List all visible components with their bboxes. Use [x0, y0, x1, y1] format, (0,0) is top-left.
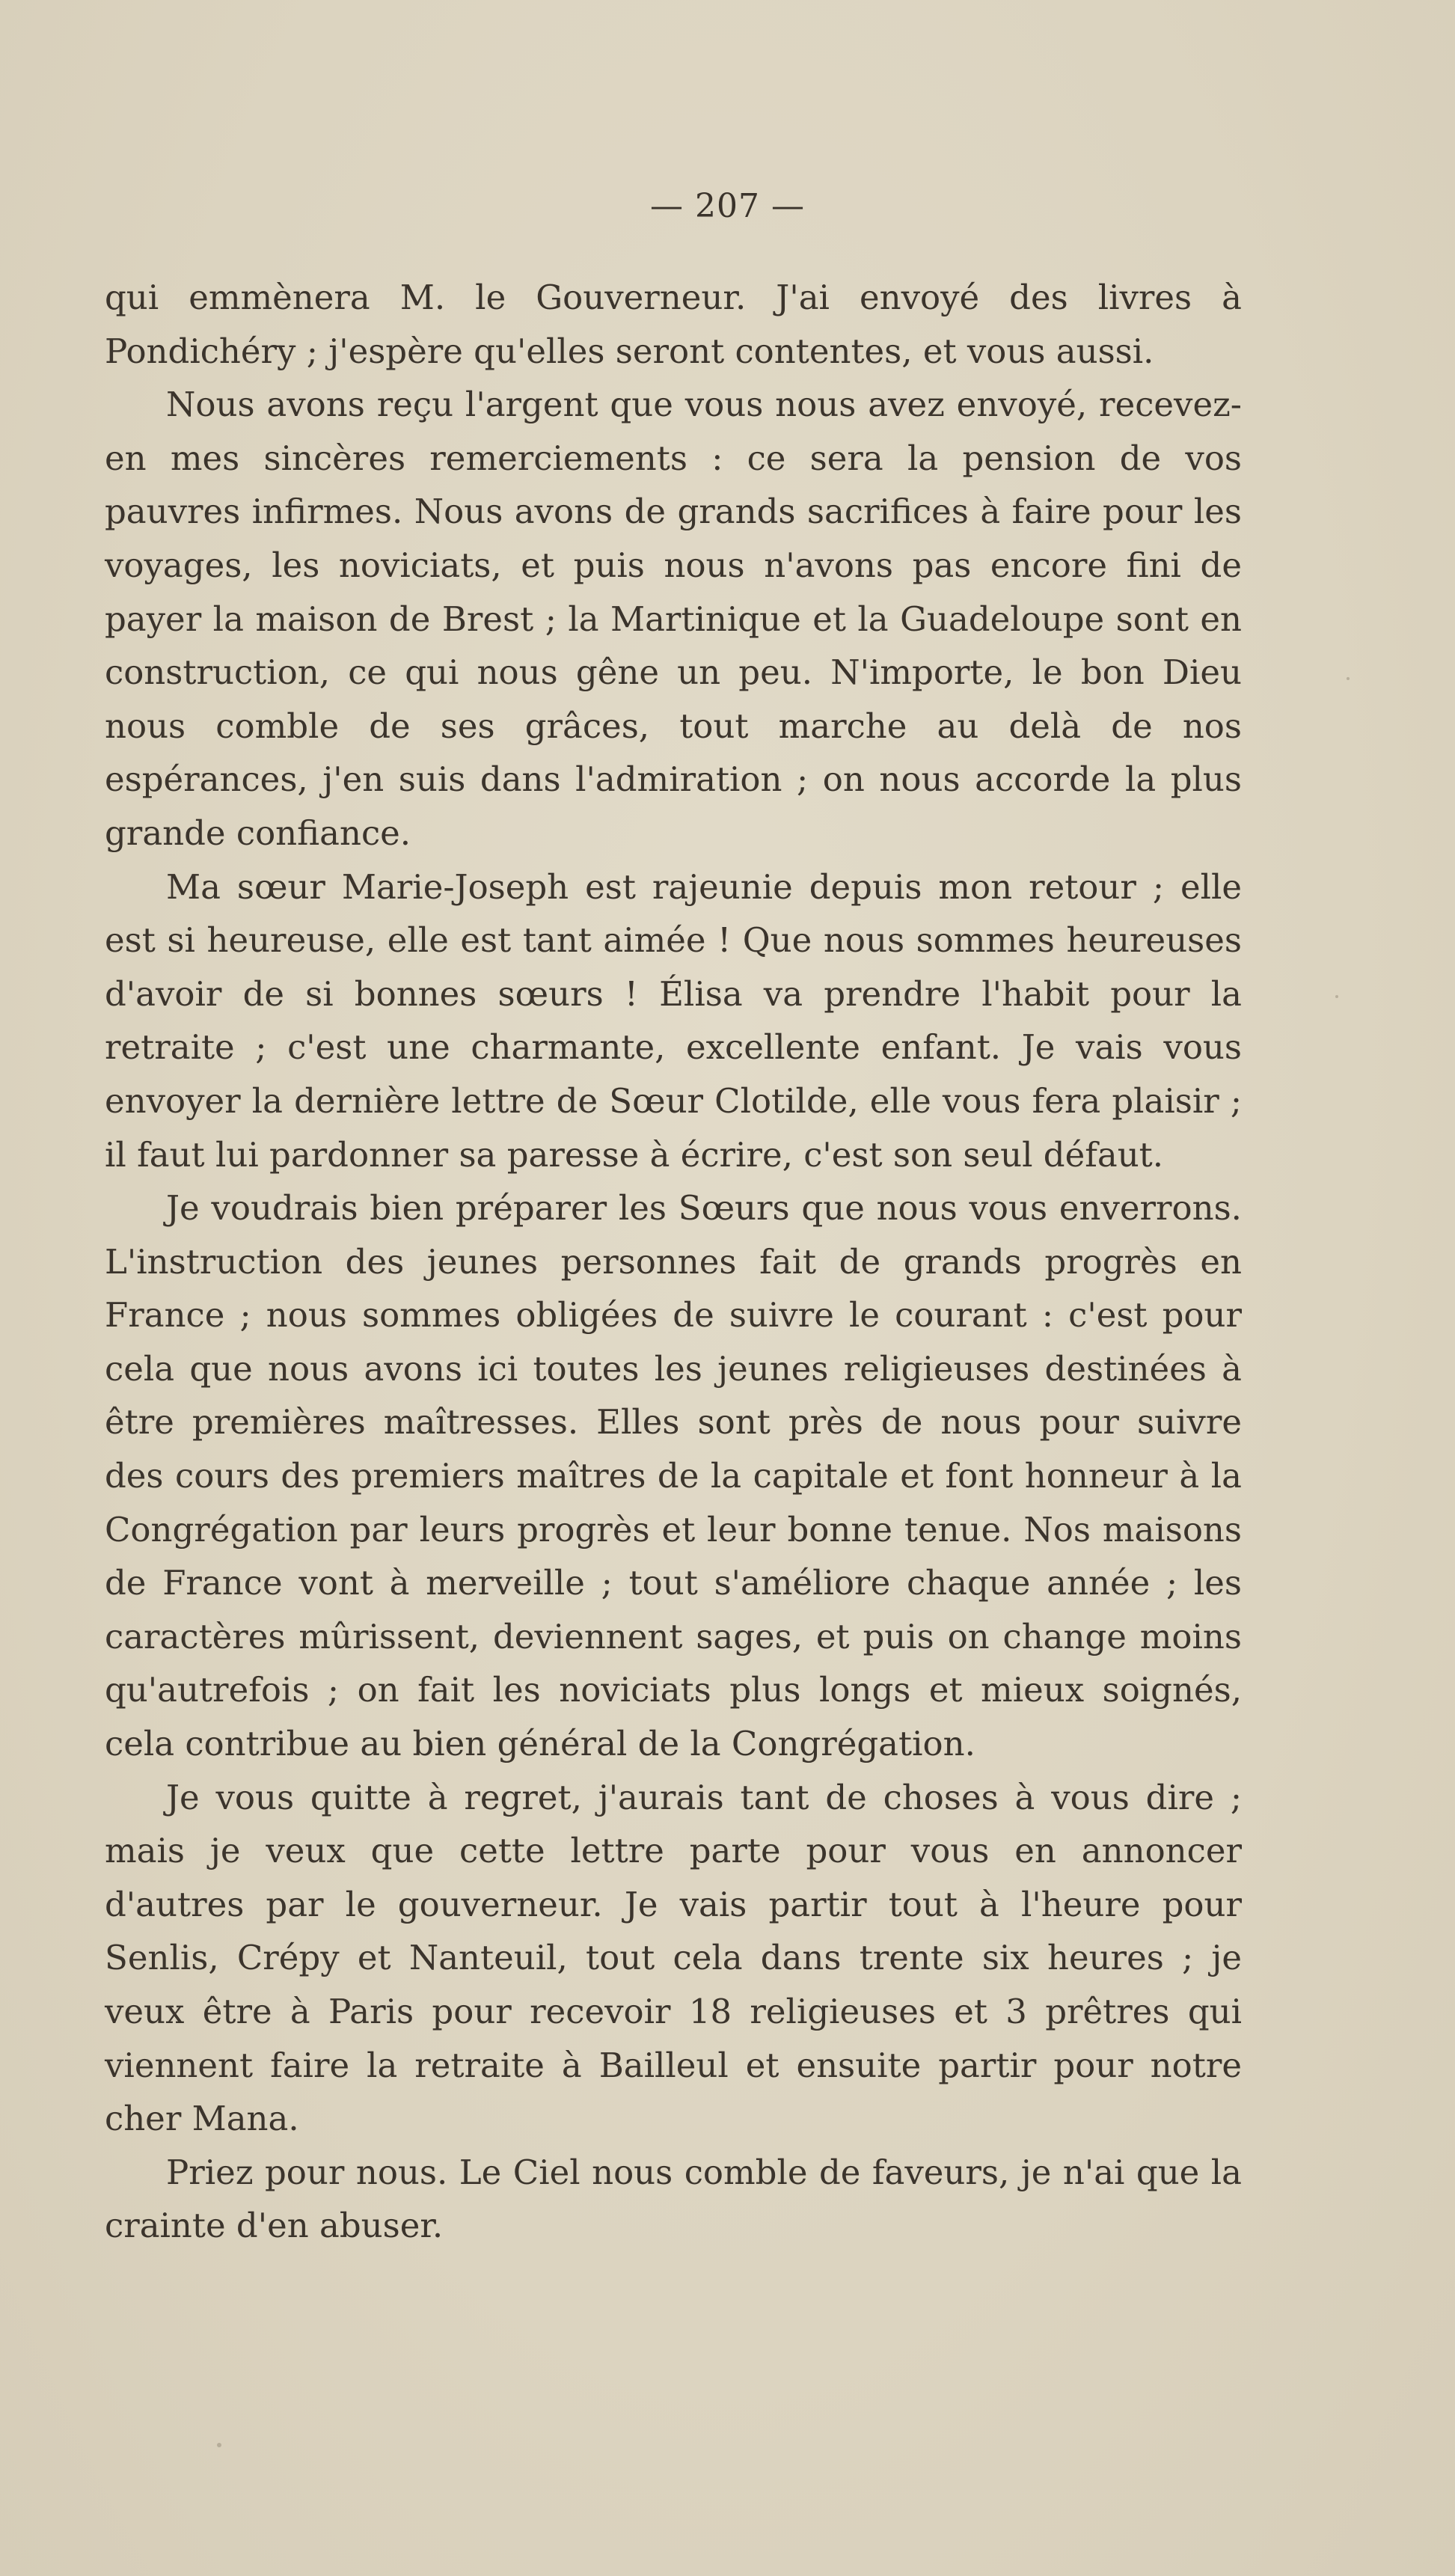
paragraph-1: qui emmènera M. le Gouverneur. J'ai envoyé des livres à Pondichéry ; j'espère qu'elles seront contentes, et vous aussi. [105, 278, 1242, 371]
paragraph-2: Nous avons reçu l'argent que vous nous avez envoyé, recevez-en mes sincères remerciements : ce sera la pension de vos pauvres infirmes. Nous avons de grands sacrifices à faire pour les voyages, les noviciats, et puis nous n'avons pas encore fini de payer la maison de Brest ; la Martinique et la Guadeloupe sont en construction, ce qui nous gêne un peu. N'importe, le bon Dieu nous comble de ses grâces, tout marche au delà de nos espérances, j'en suis dans l'admiration ; on nous accorde la plus grande confiance. [105, 385, 1242, 853]
paragraph-5: Je vous quitte à regret, j'aurais tant de choses à vous dire ; mais je veux que cette lettre parte pour vous en annoncer d'autres par le gouverneur. Je vais partir tout à l'heure pour Senlis, Crépy et Nanteuil, tout cela dans trente six heures ; je veux être à Paris pour recevoir 18 religieuses et 3 prêtres qui viennent faire la retraite à Bailleul et ensuite partir pour notre cher Mana. [105, 1777, 1242, 2139]
paper-speck [1347, 677, 1350, 680]
paragraph-3: Ma sœur Marie-Joseph est rajeunie depuis mon retour ; elle est si heureuse, elle est tant aimée ! Que nous sommes heureuses d'avoir de si bonnes sœurs ! Élisa va prendre l'habit pour la retraite ; c'est une charmante, excellente enfant. Je vais vous envoyer la dernière lettre de Sœur Clotilde, elle vous fera plaisir ; il faut lui pardonner sa paresse à écrire, c'est son seul défaut. [105, 866, 1242, 1175]
paragraph-6: Priez pour nous. Le Ciel nous comble de faveurs, je n'ai que la crainte d'en abuser. [105, 2152, 1242, 2246]
page-number: — 207 — [650, 187, 805, 225]
paper-speck [1335, 995, 1338, 998]
body-text [105, 271, 1242, 2253]
paper-speck [217, 2443, 221, 2447]
paragraph-4: Je voudrais bien préparer les Sœurs que nous vous enverrons. L'instruction des jeunes personnes fait de grands progrès en France ; nous sommes obligées de suivre le courant : c'est pour cela que nous avons ici toutes les jeunes religieuses destinées à être premières maîtresses. Elles sont près de nous pour suivre des cours des premiers maîtres de la capitale et font honneur à la Congrégation par leurs progrès et leur bonne tenue. Nos maisons de France vont à merveille ; tout s'améliore chaque année ; les caractères mûrissent, deviennent sages, et puis on change moins qu'autrefois ; on fait les noviciats plus longs et mieux soignés, cela contribue au bien général de la Congrégation. [105, 1188, 1242, 1764]
